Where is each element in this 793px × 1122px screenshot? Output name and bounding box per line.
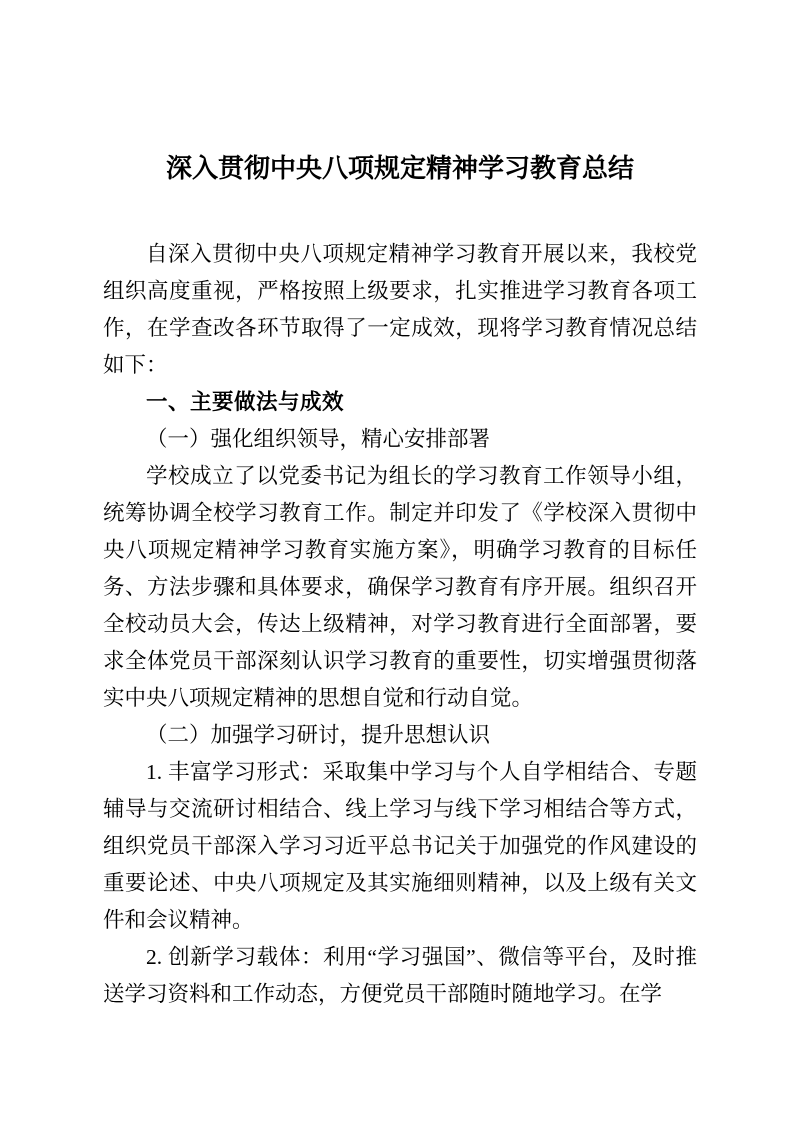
body-paragraph-item-1: 1. 丰富学习形式：采取集中学习与个人自学相结合、专题辅导与交流研讨相结合、线上学习与线下学习相结合等方式，组织党员干部深入学习习近平总书记关于加强党的作风建设的重要论述、中央八项规定及其实施细则精神，以及上级有关文件和会议精神。 <box>103 760 697 932</box>
section-heading-1: 一、主要做法与成效 <box>146 390 345 414</box>
body-paragraph-organization: 学校成立了以党委书记为组长的学习教育工作领导小组，统筹协调全校学习教育工作。制定并印发了《学校深入贯彻中央八项规定精神学习教育实施方案》，明确学习教育的目标任务、方法步骤和具体要求，确保学习教育有序开展。组织召开全校动员大会，传达上级精神，对学习教育进行全面部署，要求全体党员干部深刻认识学习教育的重要性，切实增强贯彻落实中央八项规定精神的思想自觉和行动自觉。 <box>103 464 697 710</box>
sub-heading-1-2: （二）加强学习研讨，提升思想认识 <box>146 723 491 747</box>
document-title: 深入贯彻中央八项规定精神学习教育总结 <box>165 154 634 183</box>
sub-heading-1-1: （一）强化组织领导，精心安排部署 <box>146 427 491 451</box>
intro-paragraph: 自深入贯彻中央八项规定精神学习教育开展以来，我校党组织高度重视，严格按照上级要求，扎实推进学习教育各项工作，在学查改各环节取得了一定成效，现将学习教育情况总结如下： <box>103 242 697 377</box>
body-paragraph-item-2: 2. 创新学习载体：利用“学习强国”、微信等平台，及时推送学习资料和工作动态，方便党员干部随时随地学习。在学 <box>103 945 697 1006</box>
